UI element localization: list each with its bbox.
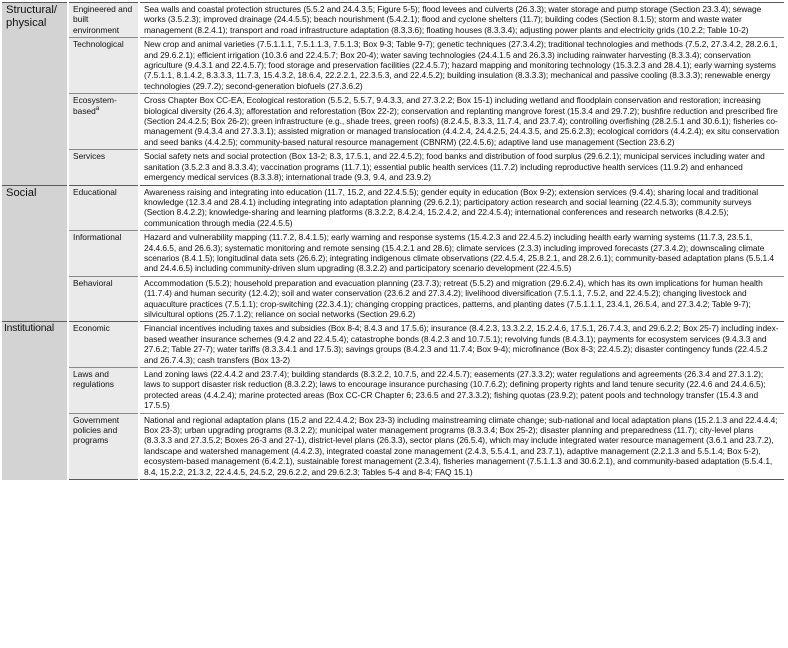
subcategory-label: Ecosystem-based (73, 95, 117, 116)
category-cell-social: Social (2, 185, 68, 322)
options-cell: Hazard and vulnerability mapping (11.7.2, 8.4.1.5); early warning and response systems (15.4.2.3 and 22.4.5.2) including health early warning systems (11.7.3, 23.5.1, 24.4.6.5, and 26.6.3); systematic monitoring and remote sensing (15.4.2.1 and 28.6); climate services (2.3.3) including improved forecasts (27.3.4.2); downscaling climate scenarios (8.4.1.5); longitudinal data sets (26.6.2); integrating indigenous climate observations (22.4.5.4, 25.8.2.1, and 28.2.6.1); community-based adaptation plans (5.5.1.4 and 24.4.6.5) including community-driven slum upgrading (8.3.2.2) and participatory scenario development (22.4.5.5) (139, 231, 784, 277)
table-row (2, 231, 784, 277)
adaptation-options-table (2, 2, 784, 480)
table-row (2, 38, 784, 94)
footnote-marker: a (95, 105, 100, 112)
table-row (2, 94, 784, 150)
table-row (2, 185, 784, 231)
category-cell-institutional: Institutional (2, 322, 68, 480)
subcategory-cell (68, 94, 139, 150)
subcategory-cell: Informational (68, 231, 139, 277)
table-row (2, 413, 784, 479)
subcategory-cell: Services (68, 150, 139, 185)
subcategory-cell: Economic (68, 322, 139, 368)
options-cell: Financial incentives including taxes and subsidies (Box 8-4; 8.4.3 and 17.5.6); insurance (8.4.2.3, 13.3.2.2, 15.2.4.6, 17.5.1, 26.7.4.3, and 29.6.2.2; Box 25-7) including index-based weather insurance schemes (9.4.2 and 22.4.5.4); catastrophe bonds (8.4.2.3 and 10.7.5.1); revolving funds (8.4.3.1); payments for ecosystem services (9.4.3.3 and 27.6.2; Table 27-7); water tariffs (8.3.3.4.1 and 17.5.3); savings groups (8.4.2.3 and 11.7.4; Box 9-4); microfinance (Box 8-3; 22.4.5.2); disaster contingency funds (22.4.5.2 and 26.7.4.3); cash transfers (Box 13-2) (139, 322, 784, 368)
options-cell: Sea walls and coastal protection structures (5.5.2 and 24.4.3.5; Figure 5-5); flood levees and culverts (26.3.3); water storage and pump storage (Section 23.3.4); sewage works (3.5.2.3); improved drainage (24.4.5.5); beach nourishment (5.4.2.1); flood and cyclone shelters (11.7); building codes (Section 8.1.5); storm and waste water management (8.2.4.1); transport and road infrastructure adaptation (8.3.3.6); floating houses (8.3.3.4); adjusting power plants and electricity grids (10.2.2; Table 10-2) (139, 3, 784, 38)
table-row (2, 3, 784, 38)
options-cell: Social safety nets and social protection (Box 13-2; 8.3, 17.5.1, and 22.4.5.2); food banks and distribution of food surplus (29.6.2.1); municipal services including water and sanitation (3.5.2.3 and 8.3.3.4); vaccination programs (11.7.1); essential public health services (11.7.2) including reproductive health services (11.9.2) and enhanced emergency medical services (8.3.3.8); international trade (9.3, 9.4, and 23.9.2) (139, 150, 784, 185)
options-cell: Cross Chapter Box CC-EA, Ecological restoration (5.5.2, 5.5.7, 9.4.3.3, and 27.3.2.2; Box 15-1) including wetland and floodplain conservation and restoration; increasing biological diversity (26.4.3); afforestation and reforestation (Box 22-2); conservation and replanting mangrove forest (15.3.4 and 29.7.2); bushfire reduction and prescribed fire (Section 24.4.2.5; Box 26-2); green infrastructure (e.g., shade trees, green roofs) (8.2.4.5, 8.3.3, 11.7.4, and 23.7.4); controlling overfishing (28.2.5.1 and 30.6.1); fisheries co-management (9.4.3.4 and 27.3.3.1); assisted migration or managed translocation (4.4.2.4, 24.4.2.5, 24.4.3.5, and 25.6.2.3); ecological corridors (4.4.2.4); ex situ conservation and seed banks (4.4.2.5); community-based natural resource management (CBNRM) (22.4.5.6); adaptive land use management (Section 23.6.2) (139, 94, 784, 150)
table-row (2, 368, 784, 414)
options-cell: New crop and animal varieties (7.5.1.1.1, 7.5.1.1.3, 7.5.1.3; Box 9-3; Table 9-7); genetic techniques (27.3.4.2); traditional technologies and methods (7.5.2, 27.3.4.2, 28.2.6.1, and 29.6.2.1); efficient irrigation (10.3.6 and 22.4.5.7; Box 20-4); water saving technologies (24.4.1.5 and 26.3.3) including rainwater harvesting (8.3.3.4); conservation agriculture (9.4.3.1 and 22.4.5.7); food storage and preservation facilities (22.4.5.7); hazard mapping and monitoring technology (15.3.2.3 and 28.4.1); early warning systems (7.5.1.1, 8.1.4.2, 8.3.3.3, 11.7.3, 15.4.3.2, 18.6.4, 22.2.2.1, 22.3.5.3, and 22.4.5.2); building insulation (8.3.3.3); mechanical and passive cooling (8.3.3.3); renewable energy technologies (29.7.2); second-generation biofuels (27.3.6.2) (139, 38, 784, 94)
table-row (2, 150, 784, 185)
subcategory-cell: Engineered and built environment (68, 3, 139, 38)
subcategory-cell: Laws and regulations (68, 368, 139, 414)
options-cell: National and regional adaptation plans (15.2 and 22.4.4.2; Box 23-3) including mainstreaming climate change; sub-national and local adaptation plans (15.2.1.3 and 22.4.4.4; Box 23-3); urban upgrading programs (8.3.2.2); municipal water management programs (8.3.3.4; Box 25-2); disaster planning and preparedness (11.7); city-level plans (8.3.3.3 and 27.3.5.2; Boxes 26-3 and 27-1), district-level plans (26.3.3), sector plans (26.5.4), which may include integrated water resource management (3.6.1 and 23.7.2), landscape and watershed management (4.4.2.3), integrated coastal zone management (2.4.3, 5.5.4.1, and 23.7.1), adaptive management (2.2.1.3 and 5.5.1.4; Box 5-2), ecosystem-based management (6.4.2.1), sustainable forest management (2.3.4), fisheries management (7.5.1.1.3 and 30.6.2.1), and community-based adaptation (5.5.4.1, 8.4, 15.2.2, 21.3.2, 22.4.4.5, 24.5.2, 29.6.2.2, and 29.6.2.3; Tables 5-4 and 8-4; FAQ 15.1) (139, 413, 784, 479)
table-row (2, 276, 784, 322)
options-cell: Accommodation (5.5.2); household preparation and evacuation planning (23.7.3); retreat (5.5.2) and migration (29.6.2.4), which has its own implications for human health (11.7.4) and human security (12.4.2); soil and water conservation (23.6.2 and 27.3.4.2); livelihood diversification (7.5.1.1, 7.5.2, and 22.4.5.2); changing livestock and aquaculture practices (7.5.1.1); crop-switching (22.3.4.1); changing cropping practices, patterns, and planting dates (7.5.1.1.1, 23.4.1, 26.5.4, and 27.3.4.2; Table 9-7); silvicultural options (25.7.1.2); reliance on social networks (Section 29.6.2) (139, 276, 784, 322)
options-cell: Awareness raising and integrating into education (11.7, 15.2, and 22.4.5.5); gender equity in education (Box 9-2); extension services (9.4.4); sharing local and traditional knowledge (12.3.4 and 28.4.1) including integrating into adaptation planning (29.6.2.1); participatory action research and social learning (22.4.5.3); community surveys (Section 8.4.2.2); knowledge-sharing and learning platforms (8.3.2.2, 8.4.2.4, 15.2.4.2, and 22.4.5.4); international conferences and research networks (8.4.2.5); communication through media (22.4.5.5) (139, 185, 784, 231)
subcategory-cell: Educational (68, 185, 139, 231)
table-row (2, 322, 784, 368)
subcategory-cell: Technological (68, 38, 139, 94)
subcategory-cell: Government policies and programs (68, 413, 139, 479)
category-cell-structural: Structural/ physical (2, 3, 68, 186)
subcategory-cell: Behavioral (68, 276, 139, 322)
options-cell: Land zoning laws (22.4.4.2 and 23.7.4); building standards (8.3.2.2, 10.7.5, and 22.4.5.7); easements (27.3.3.2); water regulations and agreements (26.3.4 and 27.3.1.2); laws to support disaster risk reduction (8.3.2.2); laws to encourage insurance purchasing (10.7.6.2); defining property rights and land tenure security (22.4.6 and 24.4.6.5); protected areas (4.4.2.4); marine protected areas (Box CC-CR Chapter 6; 23.6.5 and 27.3.3.2); fishing quotas (23.9.2); patent pools and technology transfer (15.4.3 and 17.5.5) (139, 368, 784, 414)
